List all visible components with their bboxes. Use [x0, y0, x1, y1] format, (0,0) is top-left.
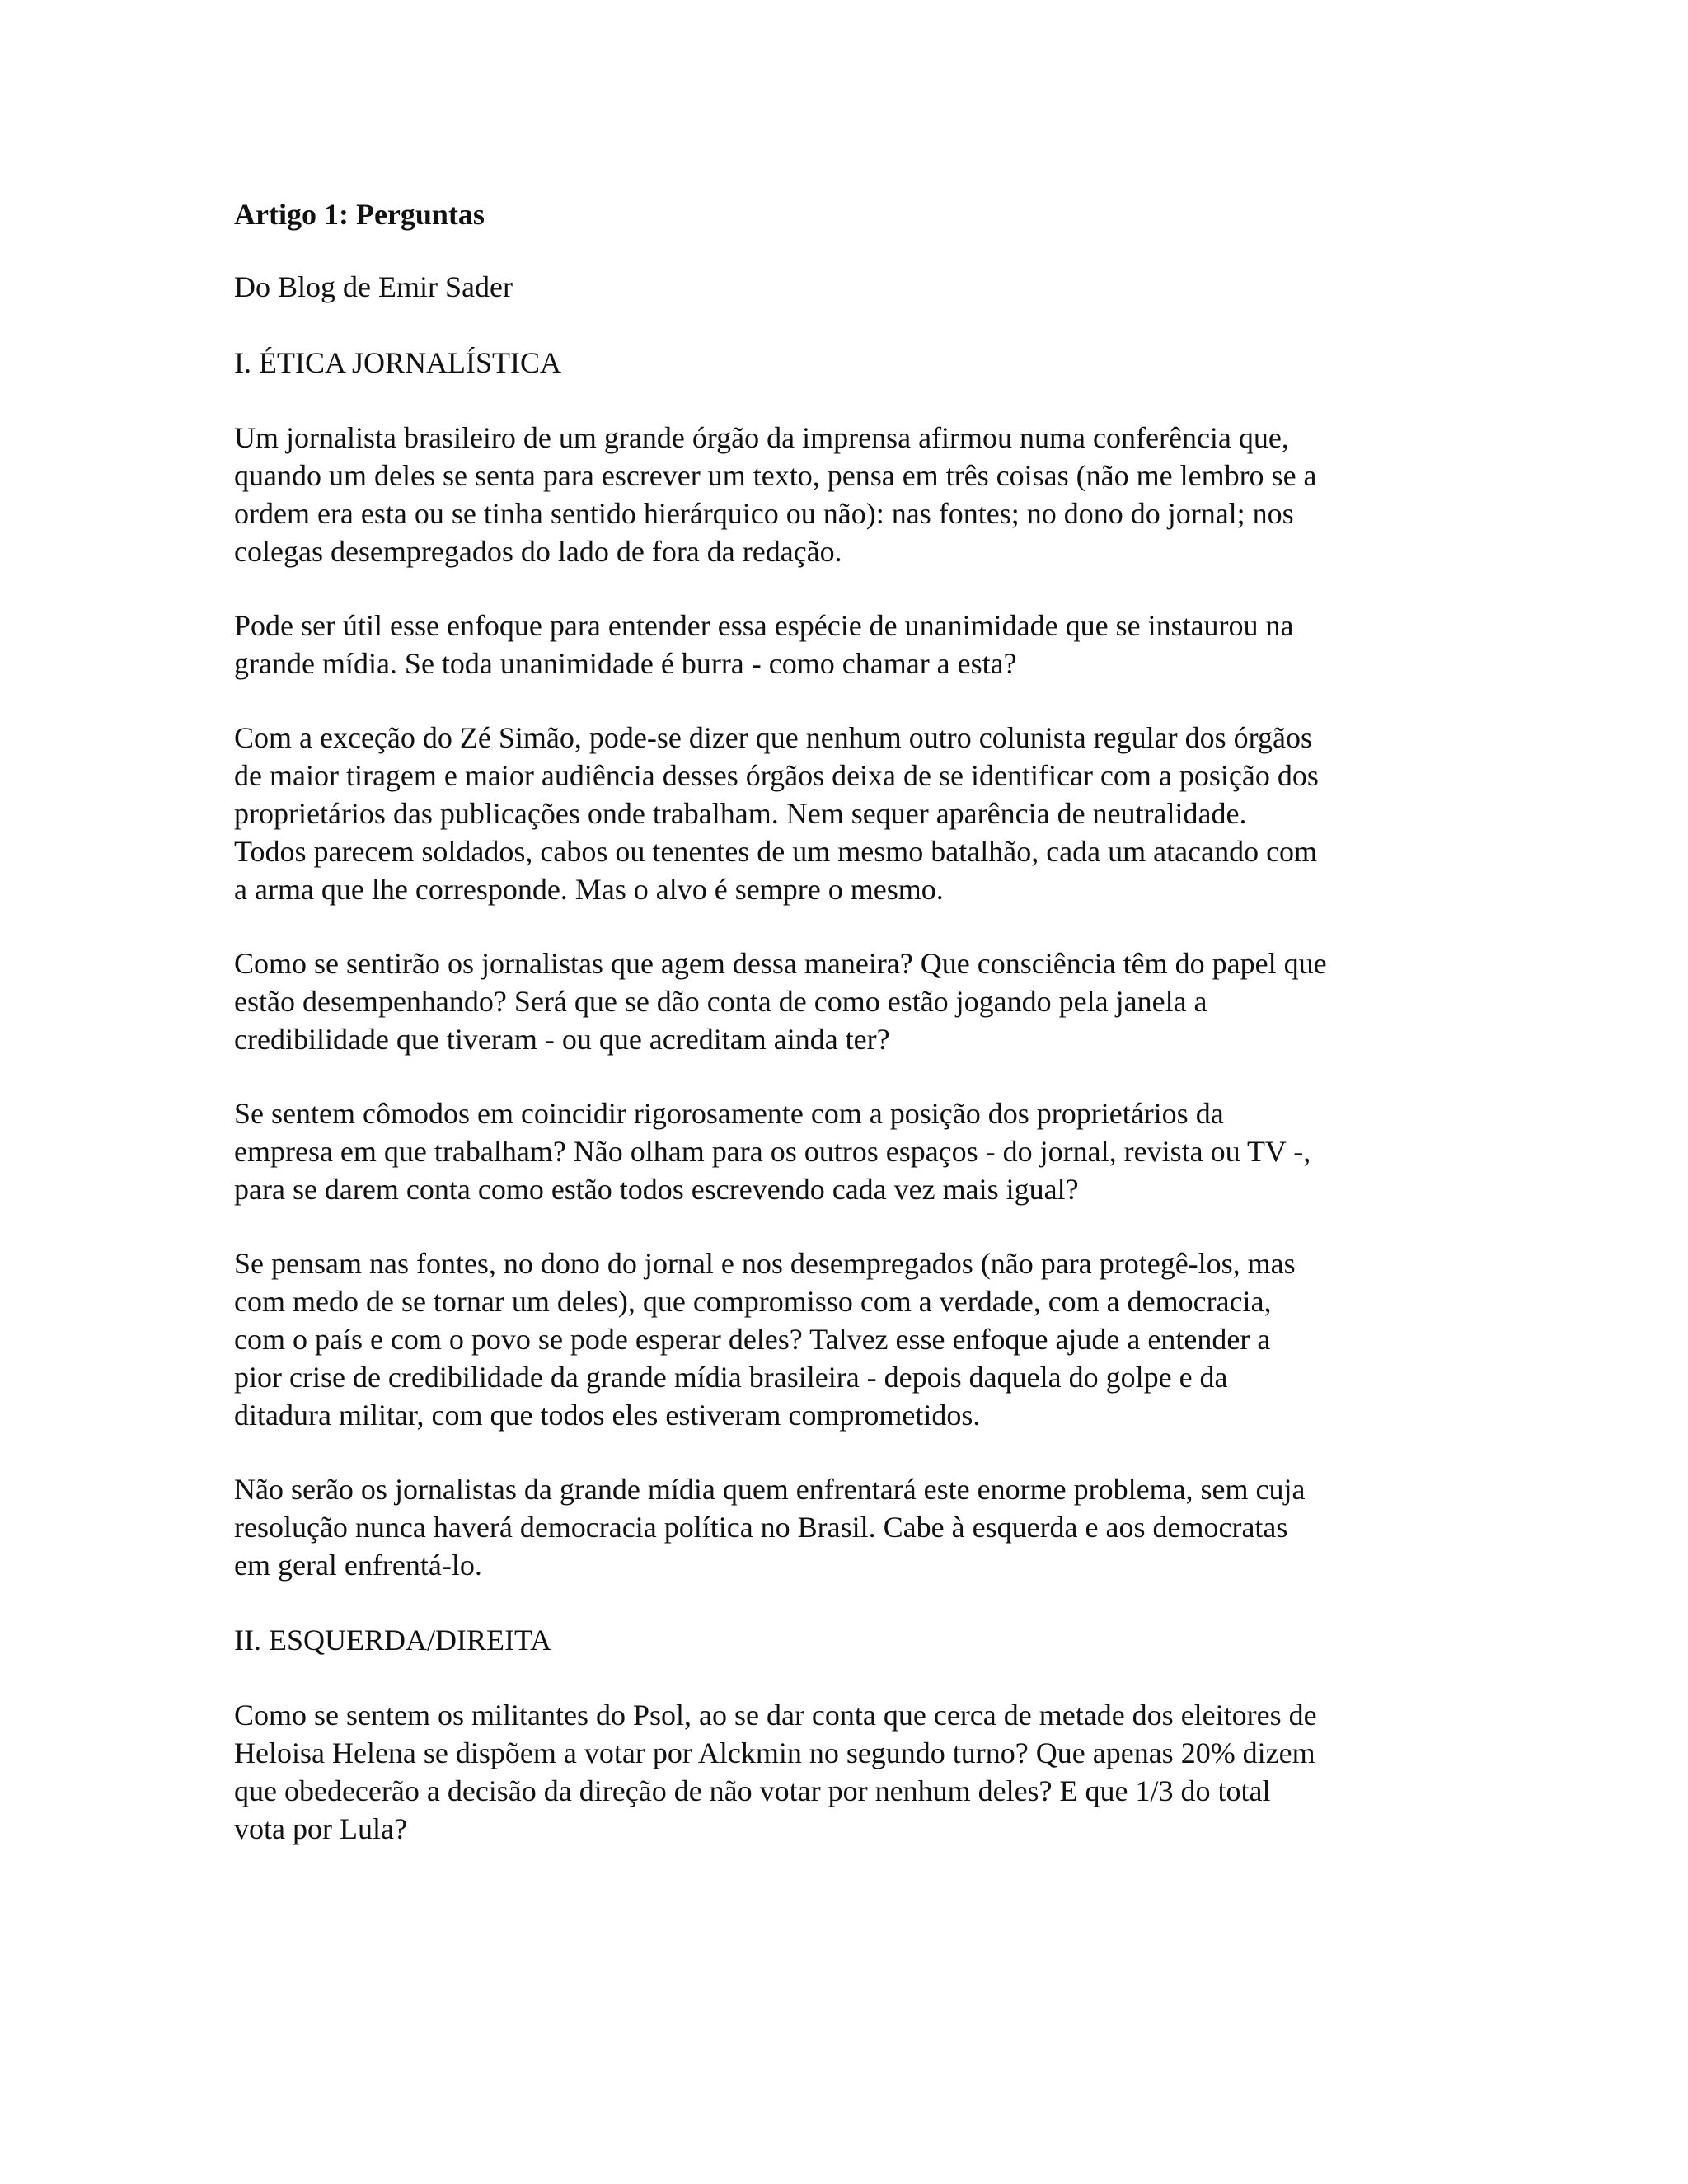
text-line: Se pensam nas fontes, no dono do jornal e nos desempregados (não para protegê-los, mas: [234, 1247, 1296, 1280]
document-page: [234, 194, 1470, 1884]
paragraph: [234, 719, 1470, 908]
document-body: [234, 343, 1470, 1848]
text-line: colegas desempregados do lado de fora da redação.: [234, 535, 842, 568]
text-line: Como se sentirão os jornalistas que agem dessa maneira? Que consciência têm do papel que: [234, 947, 1327, 980]
text-line: grande mídia. Se toda unanimidade é burra - como chamar a esta?: [234, 647, 1017, 680]
text-line: Não serão os jornalistas da grande mídia quem enfrentará este enorme problema, sem cuja: [234, 1473, 1306, 1506]
document-source: Do Blog de Emir Sader: [234, 270, 513, 303]
text-line: com o país e com o povo se pode esperar deles? Talvez esse enfoque ajude a entender a: [234, 1323, 1271, 1356]
text-line: com medo de se tornar um deles), que compromisso com a verdade, com a democracia,: [234, 1285, 1272, 1318]
text-line: Pode ser útil esse enfoque para entender essa espécie de unanimidade que se instaurou na: [234, 609, 1294, 642]
text-line: ordem era esta ou se tinha sentido hierárquico ou não): nas fontes; no dono do jornal; nos: [234, 497, 1294, 530]
paragraph: [234, 607, 1470, 682]
text-line: Todos parecem soldados, cabos ou tenentes de um mesmo batalhão, cada um atacando com: [234, 835, 1318, 868]
text-line: resolução nunca haverá democracia política no Brasil. Cabe à esquerda e aos democratas: [234, 1511, 1288, 1544]
paragraph: [234, 419, 1470, 570]
text-line: em geral enfrentá-lo.: [234, 1549, 482, 1582]
text-line: empresa em que trabalham? Não olham para os outros espaços - do jornal, revista ou TV -,: [234, 1135, 1311, 1168]
text-line: Com a exceção do Zé Simão, pode-se dizer que nenhum outro colunista regular dos órgãos: [234, 721, 1312, 754]
paragraph: [234, 1244, 1470, 1434]
text-line: vota por Lula?: [234, 1812, 407, 1845]
document-title: Artigo 1: Perguntas: [234, 198, 485, 231]
text-line: estão desempenhando? Será que se dão conta de como estão jogando pela janela a: [234, 985, 1207, 1018]
paragraph: [234, 1696, 1470, 1848]
paragraph: [234, 1094, 1470, 1208]
text-line: Como se sentem os militantes do Psol, ao se dar conta que cerca de metade dos eleitores de: [234, 1699, 1317, 1732]
text-line: proprietários das publicações onde trabalham. Nem sequer aparência de neutralidade.: [234, 797, 1247, 830]
text-line: para se darem conta como estão todos escrevendo cada vez mais igual?: [234, 1173, 1079, 1206]
text-line: de maior tiragem e maior audiência desses órgãos deixa de se identificar com a posição dos: [234, 759, 1319, 792]
text-line: Se sentem cômodos em coincidir rigorosamente com a posição dos proprietários da: [234, 1097, 1224, 1130]
text-line: a arma que lhe corresponde. Mas o alvo é sempre o mesmo.: [234, 873, 944, 906]
paragraph: [234, 944, 1470, 1058]
text-line: pior crise de credibilidade da grande mídia brasileira - depois daquela do golpe e da: [234, 1361, 1228, 1394]
text-line: credibilidade que tiveram - ou que acreditam ainda ter?: [234, 1023, 890, 1056]
text-line: Um jornalista brasileiro de um grande órgão da imprensa afirmou numa conferência que,: [234, 421, 1289, 454]
text-line: ditadura militar, com que todos eles estiveram comprometidos.: [234, 1399, 981, 1432]
text-line: quando um deles se senta para escrever um texto, pensa em três coisas (não me lembro se a: [234, 459, 1317, 492]
section-heading: I. ÉTICA JORNALÍSTICA: [234, 346, 561, 379]
text-line: que obedecerão a decisão da direção de não votar por nenhum deles? E que 1/3 do total: [234, 1774, 1271, 1807]
section-heading: II. ESQUERDA/DIREITA: [234, 1624, 552, 1657]
text-line: Heloisa Helena se dispõem a votar por Alckmin no segundo turno? Que apenas 20% dizem: [234, 1736, 1315, 1769]
paragraph: [234, 1470, 1470, 1584]
